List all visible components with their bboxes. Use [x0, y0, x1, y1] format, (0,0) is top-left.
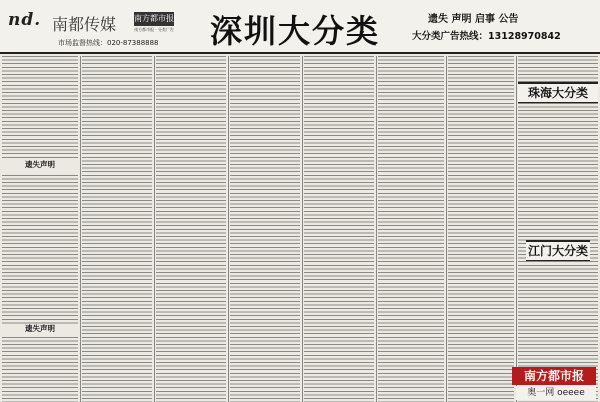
ad-column-3	[154, 56, 229, 402]
brand-sub: 南方都市报 · 分类广告	[134, 27, 174, 32]
jiangmen-section-heading: 江门大分类	[526, 240, 590, 261]
zhuhai-section-heading: 珠海大分类	[518, 82, 598, 103]
classified-text-block	[156, 56, 226, 402]
oeeee-logo: 奥一网 oeeee	[516, 386, 596, 400]
classified-text-block	[378, 56, 444, 402]
section-heading-lost-notice: 遗失声明	[2, 160, 78, 172]
ad-column-4	[228, 56, 303, 402]
page-header	[0, 0, 600, 54]
nd-logo	[8, 10, 41, 30]
classified-text-block	[304, 56, 374, 402]
classified-text-block	[230, 56, 300, 402]
nanfang-dushi-bao-logo: 南方都市报	[512, 367, 596, 385]
classified-text-block	[448, 56, 514, 402]
ad-column-6	[376, 56, 447, 402]
brand-box: 南方都市报	[134, 12, 174, 26]
logo-mark: nd.	[8, 10, 42, 30]
ad-hotline: 大分类广告热线：13128970842	[412, 31, 561, 42]
supervision-hotline: 市场监督热线：020-87388888	[58, 39, 159, 47]
classified-text-block	[2, 56, 78, 402]
logo-text: 南都传媒	[52, 15, 117, 34]
ad-column-8	[516, 56, 600, 402]
classified-text-block	[518, 56, 598, 402]
ad-column-5	[302, 56, 377, 402]
ad-column-2	[80, 56, 155, 402]
ad-column-7	[446, 56, 517, 402]
page-title: 深圳大分类	[210, 12, 381, 50]
section-heading-lost-notice-2: 遗失声明	[2, 324, 78, 336]
notice-categories: 遗失 声明 启事 公告	[428, 14, 519, 25]
classified-text-block	[82, 56, 152, 402]
ad-column-1	[0, 56, 81, 402]
